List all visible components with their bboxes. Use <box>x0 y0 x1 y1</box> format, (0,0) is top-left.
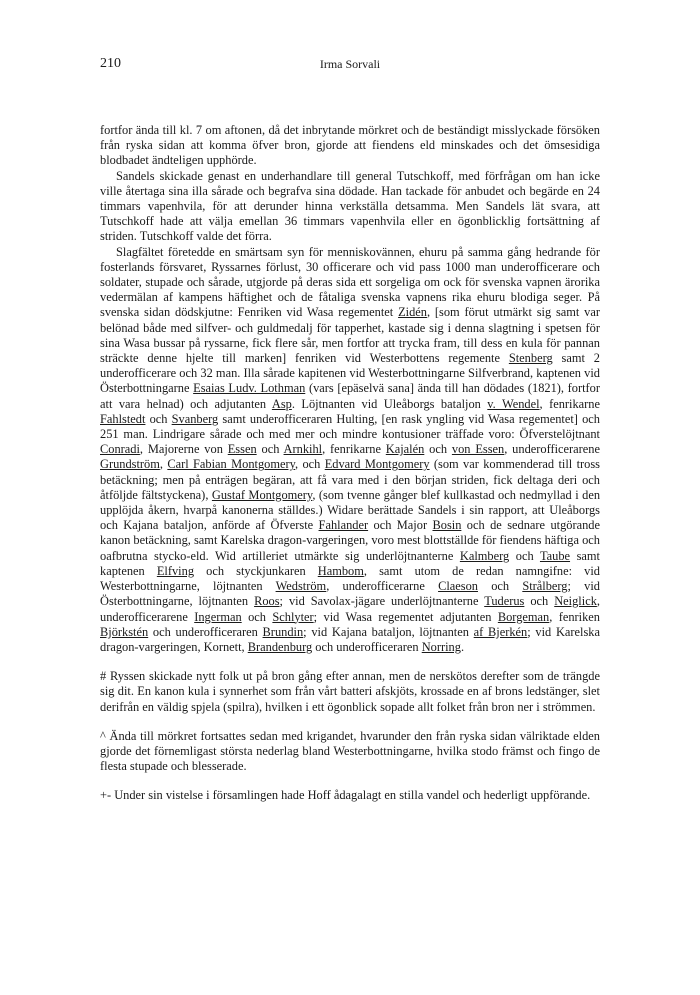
underlined-name: v. Wendel <box>487 396 540 411</box>
underlined-name: Norring <box>421 639 461 654</box>
footnote-3: +- Under sin vistelse i församlingen hade Hoff ådagalagt en stilla vandel och hederligt uppförande. <box>100 788 591 803</box>
underlined-name: Fahlstedt <box>100 411 146 426</box>
underlined-name: Edvard Montgomery <box>324 457 430 472</box>
body-text <box>100 123 600 804</box>
underlined-name: Taube <box>539 548 571 563</box>
running-head: Irma Sorvali <box>319 57 381 71</box>
underlined-name: Esaias Ludv. Lothman <box>193 381 306 396</box>
underlined-name: Borgeman <box>497 609 550 624</box>
underlined-name: Carl Fabian Montgomery <box>167 457 296 472</box>
underlined-name: Claeson <box>438 579 478 594</box>
underlined-name: af Bjerkén <box>473 624 528 639</box>
underlined-name: Gustaf Montgomery <box>211 487 313 502</box>
paragraph-2: Sandels skickade genast en underhandlare till general Tutschkoff, med förfrågan om han icke ville återtaga sina illa sårade och begrafva sina dödade. Han tackade för anbudet och begärde en 24 timmars vapenhvila, för att derunder hinna verkställa detsamma. Men Sandels lät svara, att Tutschkoff hade att välja emellan 36 timmars vapenhvila eller en ögonblicklig fortsättning af striden. Tutschkoff valde det förra. <box>100 168 600 244</box>
underlined-name: Bosin <box>432 518 462 533</box>
underlined-name: von Essen <box>451 442 505 457</box>
underlined-name: Svanberg <box>171 411 219 426</box>
underlined-name: Conradi <box>100 442 140 457</box>
underlined-name: Brandenburg <box>247 639 313 654</box>
underlined-name: Roos <box>254 594 280 609</box>
underlined-name: Grundström <box>100 457 160 472</box>
underlined-name: Stenberg <box>508 351 553 366</box>
paragraph-1: fortfor ända till kl. 7 om aftonen, då det inbrytande mörkret och de beständigt misslyckade försöken från ryska sidan att komma öfver bron, gjorde att fiendens eld minskades och det ömsesidiga blodbadet ändteligen upphörde. <box>100 123 600 168</box>
footnote-1: # Ryssen skickade nytt folk ut på bron gång efter annan, men de nerskötos derefter som de trängde sig dit. En kanon kula i synnerhet som från vårt batteri afskjöts, krossade en af brons ledstänger, slet derifrån en väldig spjela (spilra), hvilken i ett ögonblick sopade allt folket från bron ner i strömmen. <box>100 669 600 714</box>
underlined-name: Brundin <box>262 624 304 639</box>
underlined-name: Hambom <box>317 563 364 578</box>
page-header <box>100 56 600 76</box>
underlined-name: Fahlander <box>318 518 369 533</box>
underlined-name: Kalmberg <box>459 548 510 563</box>
underlined-name: Elfving <box>156 563 195 578</box>
underlined-name: Arnkihl <box>283 442 323 457</box>
paragraph-3: Slagfältet företedde en smärtsam syn för menniskovännen, ehuru på samma gång hedrande för fosterlands försvaret, Ryssarnes förlust, 30 officerare och vid pass 1000 man underofficerare och soldater, stupade och sårade, utgjorde på deras sida ett sorgeliga om ock för svenska vapnen ärorika vedermälan af kampens häftighet och de fåtaliga svenska vapnens rika ehuru blodiga seger. På svenska sidan dödskjutne: Fenriken vid Wasa regementet Zidén, [som förut utmärkt sig samt var belönad både med silfver- och guldmedalj för tapperhet, kastade sig i denna slagtning i spetsen för sina Wasa bussar på ryssarne, fick flere sår, men fortfor att trycka fram, till dess en kula för pannan sträckte denne hjelte till marken] fenriken vid Westerbottens regemente Stenberg samt 2 underofficerare och 32 man. Illa sårade kapitenen vid Westerbottningarne Silfverbrand, kaptenen vid Österbottningarne Esaias Ludv. Lothman (vars [epäselvä sana] ända till han dödades (1821), fortfor att vara helnad) och adjutanten Asp. Löjtnanten vid Uleåborgs bataljon v. Wendel, fenrikarne Fahlstedt och Svanberg samt underofficeraren Hulting, [en rask yngling vid Wasa regementet] och 251 man. Lindrigare sårade och med mer och mindre kontusioner träffade voro: Öfverstelöjtnant Conradi, Majorerne von Essen och Arnkihl, fenrikarne Kajalén och von Essen, underofficerarene Grundström, Carl Fabian Montgomery, och Edvard Montgomery (som var kommenderad till tross betäckning; men på enträgen begäran, att få vara med i den början striden, fick deltaga deri och åtföljde fältstyckena), Gustaf Montgomery, (som tvenne gånger blef kullkastad och nedmyllad i den upplöjda åkern, hvarpå kanonerna ställdes.) Widare berättade Sandels i sin rapport, att Uleåborgs och Kajana bataljon, anförde af Öfverste Fahlander och Major Bosin och de sednare utgörande kanon betäckning, samt Karelska dragon-vargeringen, voro mest blottställde för fiendens häftiga och oafbrutna stycko-eld. Wid artilleriet utmärkte sig underlöjtnanterne Kalmberg och Taube samt kaptenen Elfving och styckjunkaren Hambom, samt utom de redan namngifne: vid Westerbottningarne, löjtnanten Wedström, underofficerarne Claeson och Strålberg; vid Österbottningarne, löjtnanten Roos; vid Savolax-jägare underlöjtnanterne Tuderus och Neiglick, underofficerarene Ingerman och Schlyter; vid Wasa regementet adjutanten Borgeman, fenriken Björkstén och underofficeraren Brundin; vid Kajana bataljon, löjtnanten af Bjerkén; vid Karelska dragon-vargeringen, Kornett, Brandenburg och underofficeraren Norring. <box>100 244 601 654</box>
underlined-name: Schlyter <box>272 609 314 624</box>
page-number: 210 <box>100 56 121 71</box>
underlined-name: Björkstén <box>100 624 149 639</box>
footnote-2: ^ Ända till mörkret fortsattes sedan med krigandet, hvarunder den från ryska sidan välriktade elden gjorde det förnemligast största nederlag bland Westerbottningarne, hvilka stodo främst och fingo de flesta stupade och blesserade. <box>100 728 600 774</box>
underlined-name: Zidén <box>398 305 427 320</box>
underlined-name: Wedström <box>275 579 327 594</box>
underlined-name: Strålberg <box>522 579 568 594</box>
underlined-name: Ingerman <box>194 609 242 624</box>
underlined-name: Asp <box>271 396 292 411</box>
underlined-name: Kajalén <box>385 442 425 457</box>
underlined-name: Neiglick <box>554 594 597 609</box>
underlined-name: Tuderus <box>484 594 525 609</box>
underlined-name: Essen <box>227 442 257 457</box>
